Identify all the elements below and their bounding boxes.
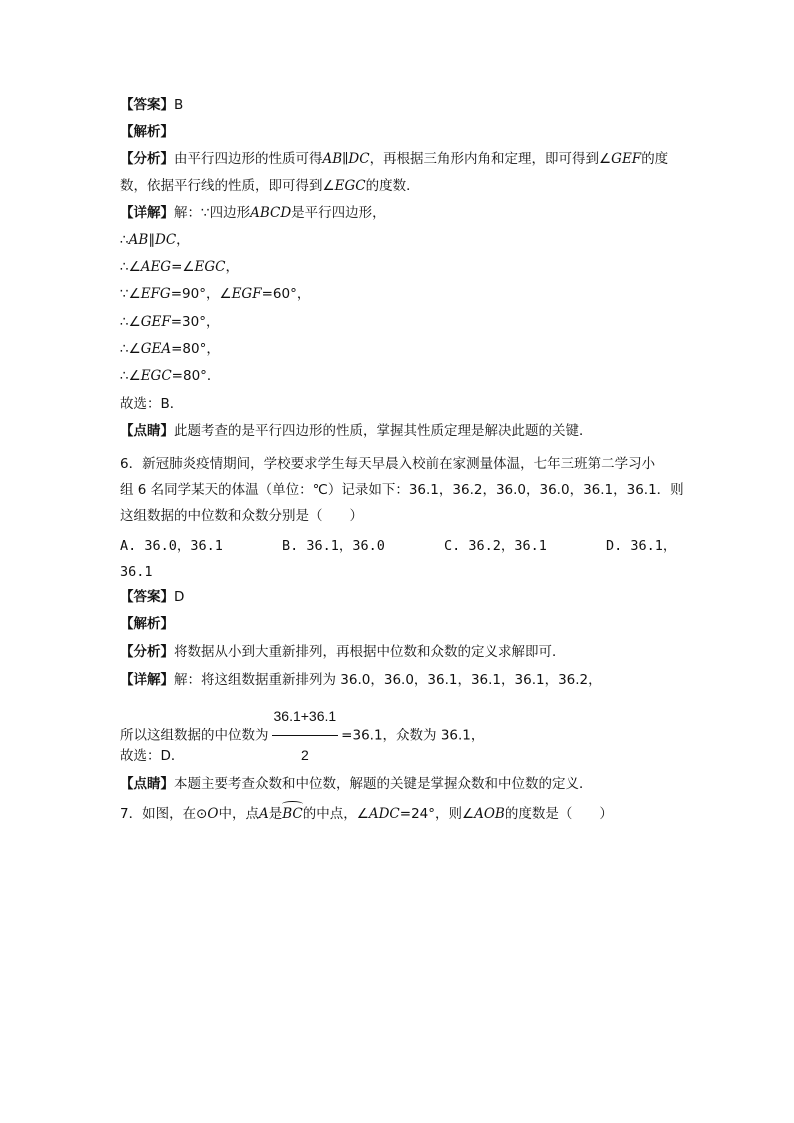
math-run: EGF [231,286,262,302]
dianjing-tag: 【点睛】 [120,423,174,439]
text-run: =80°． [171,368,221,384]
math-run: AEG [140,259,172,275]
dianjing-tag: 【点睛】 [120,776,174,792]
q6-analysis-tag: 【解析】 [120,616,174,632]
text-run: 数，依据平行线的性质，即可得到∠ [120,178,335,194]
text-run: 7．如图，在⊙ [120,806,208,822]
q6-choice: 故选：D． [120,748,185,764]
text-run: 本题主要考查众数和中位数，解题的关键是掌握众数和中位数的定义． [174,776,593,792]
text-run: 的度数． [365,178,420,194]
q5-choice: 故选：B． [120,396,184,412]
q5-dianjing-line [120,422,593,440]
math-run: ABCD [250,205,292,221]
text-run: ∵∠ [120,286,141,302]
answer-tag: 【答案】 [120,97,174,113]
text-run: ∴∠ [120,341,141,357]
text-run: ∴ [120,232,129,248]
arc-bc: BC [282,806,303,822]
q5-analysis-tag: 【解析】 [120,124,174,140]
text-run: 将数据从小到大重新排列，再根据中位数和众数的定义求解即可． [174,644,566,660]
q6-fenxi-line [120,643,566,661]
math-run: AOB [474,806,505,822]
median-fraction [272,698,339,773]
math-run: EGC [140,368,172,384]
math-run: EGC [334,178,366,194]
text-run: =90°，∠ [170,286,232,302]
fraction-denominator: 2 [300,747,309,763]
q6-option-b: B. 36.1，36.0 [282,538,385,554]
text-run: =30°， [170,314,220,330]
fenxi-tag: 【分析】 [120,151,174,167]
q5-fenxi-line-1 [120,150,668,168]
math-run: ADC [368,806,400,822]
fenxi-tag: 【分析】 [120,644,174,660]
xiangjie-tag: 【详解】 [120,205,174,221]
q5-fenxi-line-2 [120,177,420,195]
math-run: EFG [140,286,171,302]
q5-answer-line [120,96,183,114]
math-run: DC [155,232,177,248]
math-run: GEF [611,151,642,167]
text-run: 的度数是（ ） [504,806,613,822]
q5-step-2 [120,258,239,276]
text-run: =36.1，众数为 36.1， [341,727,485,744]
text-run: 所以这组数据的中位数为 [120,727,269,744]
q5-step-3 [120,285,310,303]
math-run: AB [128,232,149,248]
q6-stem-3: 这组数据的中位数和众数分别是（ ） [120,508,363,524]
q6-dianjing-line [120,775,593,793]
q6-option-c: C. 36.2，36.1 [444,538,547,554]
text-run: ，再根据三角形内角和定理，即可得到∠ [369,151,612,167]
math-run: O [207,806,219,822]
q6-answer-line [120,588,184,606]
text-run: ∴∠ [120,368,141,384]
text-run: 由平行四边形的性质可得 [174,151,323,167]
text-run: =∠ [171,259,195,275]
q6-option-d-cont: 36.1 [120,564,153,580]
answer-value: D [174,589,185,605]
q5-step-1 [120,231,190,249]
text-run: 解：将这组数据重新排列为 36.0，36.0，36.1，36.1，36.1，36.2， [174,672,602,688]
text-run: 的度 [641,151,669,167]
q5-xiangjie-line [120,204,386,222]
text-run: =24°，则∠ [399,806,475,822]
text-run: 中，点 [218,806,259,822]
xiangjie-tag: 【详解】 [120,672,174,688]
text-run: ， [176,232,190,248]
text-run: =60°， [261,286,311,302]
q5-step-5 [120,340,220,358]
q6-xiangjie-line [120,671,602,689]
text-run: 的中点，∠ [302,806,369,822]
math-run: GEF [140,314,171,330]
math-run: GEA [140,341,172,357]
math-run: EGC [194,259,226,275]
text-run: ∴∠ [120,314,141,330]
q6-option-a: A. 36.0，36.1 [120,538,223,554]
text-run: 是 [268,806,283,822]
q6-stem-2: 组 6 名同学某天的体温（单位：℃）记录如下：36.1，36.2，36.0，36.0，36.1，36.1．则 [120,482,684,498]
text-run: ∥ [148,232,156,248]
math-run: AB∥DC [322,151,370,167]
q6-stem-1: 6．新冠肺炎疫情期间，学校要求学生每天早晨入校前在家测量体温，七年三班第二学习小 [120,456,656,472]
answer-value: B [174,97,184,113]
fraction-numerator: 36.1+36.1 [272,698,339,736]
answer-tag: 【答案】 [120,589,174,605]
q7-stem [120,805,613,823]
q6-option-d: D. 36.1， [606,538,677,554]
text-run: ， [225,259,239,275]
text-run: 此题考查的是平行四边形的性质，掌握其性质定理是解决此题的关键． [174,423,593,439]
text-run: 解：∵四边形 [174,205,251,221]
text-run: =80°， [171,341,220,357]
q5-step-4 [120,313,219,331]
text-run: 是平行四边形， [291,205,386,221]
q5-step-6 [120,367,220,385]
text-run: ∴∠ [120,259,141,275]
math-run: A [258,806,269,822]
